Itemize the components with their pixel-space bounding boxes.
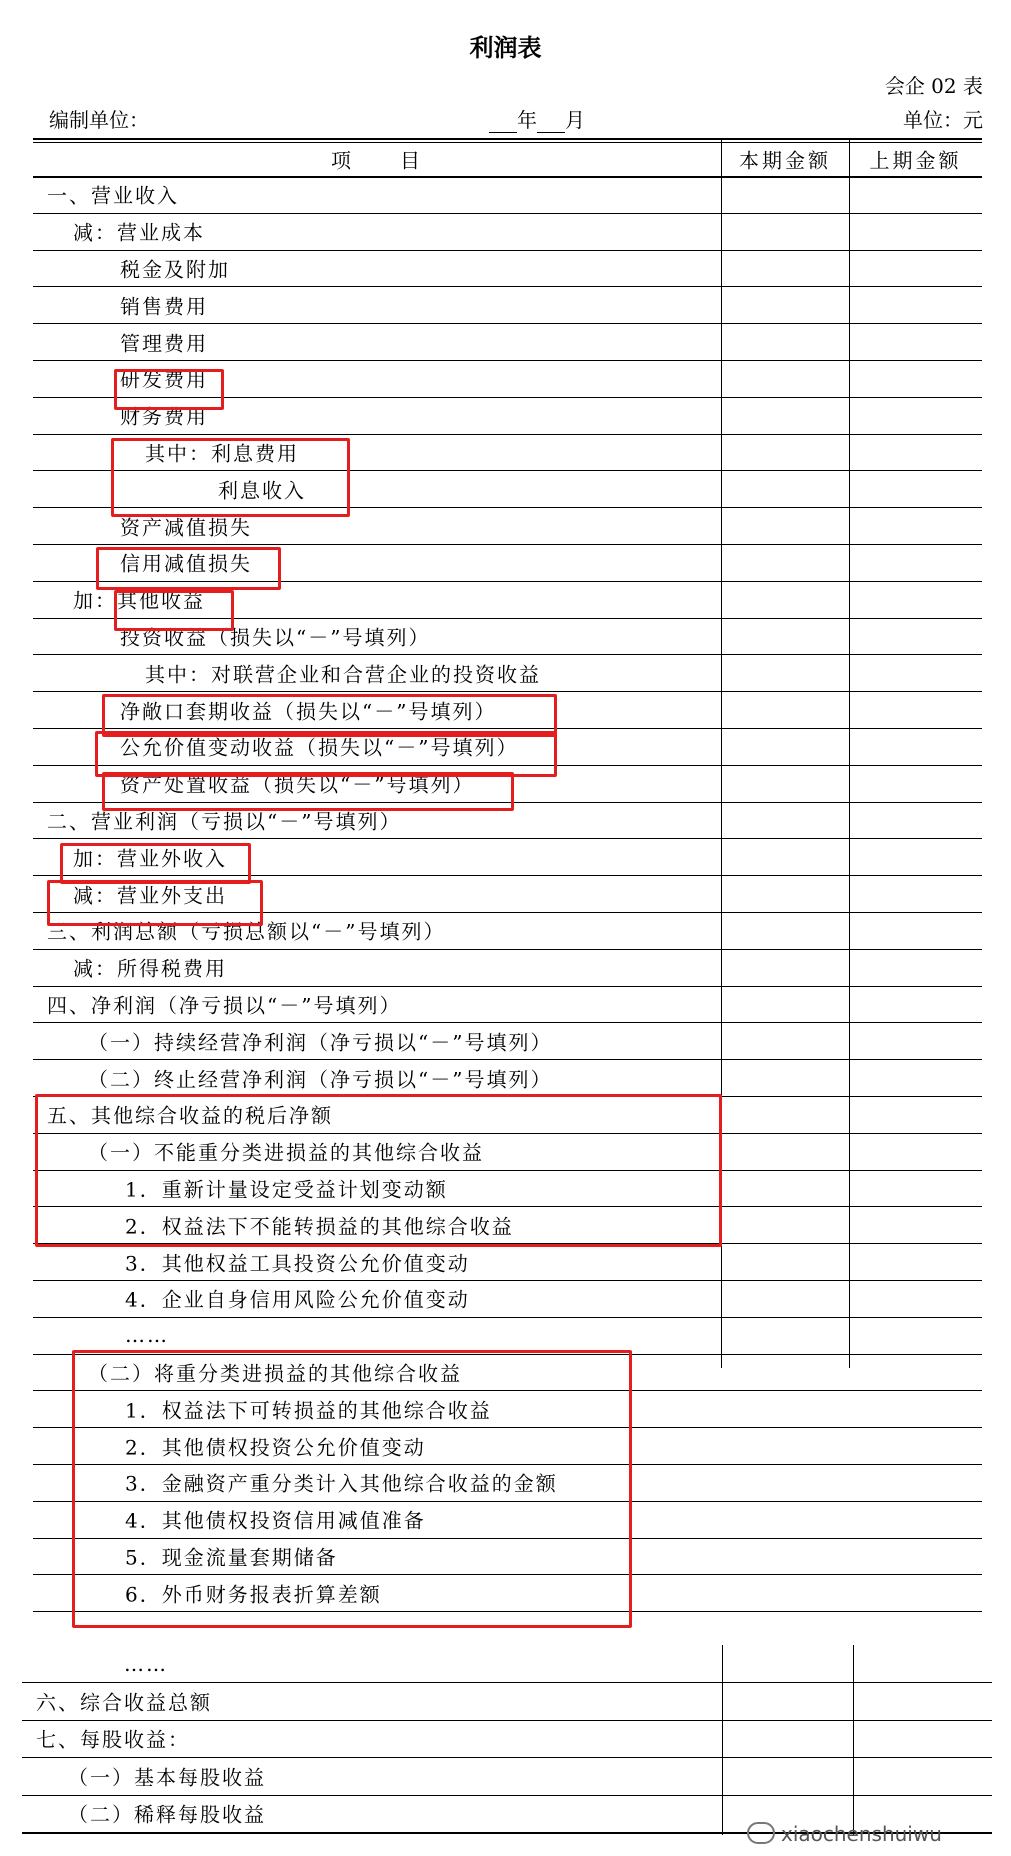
row-label: 公允价值变动收益（损失以“－”号填列） — [120, 735, 519, 760]
highlight-credit-impairment — [96, 547, 281, 590]
row-label: 减：营业外支出 — [73, 883, 227, 908]
income-statement-table-continued — [22, 1645, 992, 1835]
row-label: 资产处置收益（损失以“－”号填列） — [120, 772, 475, 797]
row-label: （一）持续经营净利润（净亏损以“－”号填列） — [88, 1030, 553, 1055]
watermark-text: xiaochenshuiwu — [781, 1822, 942, 1846]
highlight-oci-section — [35, 1094, 722, 1247]
row-label: 三、利润总额（亏损总额以“－”号填列） — [47, 919, 446, 944]
row-label: 一、营业收入 — [47, 183, 179, 208]
column-divider-2 — [849, 138, 850, 1368]
row-label: （一）基本每股收益 — [68, 1765, 266, 1790]
row-label: 2．权益法下不能转损益的其他综合收益 — [125, 1214, 514, 1239]
row-label: 信用减值损失 — [120, 551, 252, 576]
row-label: 1．权益法下可转损益的其他综合收益 — [125, 1398, 492, 1423]
table-row — [33, 949, 982, 986]
table-row — [22, 1645, 992, 1682]
row-label: 3．其他权益工具投资公允价值变动 — [125, 1251, 470, 1276]
wechat-icon — [747, 1822, 775, 1844]
page-title: 利润表 — [469, 33, 542, 62]
column-divider-3 — [722, 1645, 723, 1835]
row-label: 利息收入 — [218, 478, 306, 503]
year-label: 年 — [517, 108, 537, 132]
table-row — [33, 286, 982, 323]
row-label: 四、净利润（净亏损以“－”号填列） — [47, 993, 402, 1018]
row-label: 五、其他综合收益的税后净额 — [47, 1103, 333, 1128]
table-row — [33, 654, 982, 691]
month-label: 月 — [565, 108, 585, 132]
row-label: 1．重新计量设定受益计划变动额 — [125, 1177, 448, 1202]
row-label: 6．外币财务报表折算差额 — [125, 1582, 382, 1607]
row-label: （一）不能重分类进损益的其他综合收益 — [88, 1140, 484, 1165]
row-label: 净敞口套期收益（损失以“－”号填列） — [120, 699, 497, 724]
row-label: 其中：利息费用 — [145, 441, 299, 466]
form-number: 会企 02 表 — [884, 74, 983, 98]
table-row — [33, 213, 982, 250]
row-rule — [22, 1795, 992, 1796]
row-label: 减：营业成本 — [73, 220, 205, 245]
row-rule — [22, 1757, 992, 1758]
row-label: 4．其他债权投资信用减值准备 — [125, 1508, 426, 1533]
row-label: 财务费用 — [120, 404, 208, 429]
unit-line — [49, 104, 983, 132]
currency-unit-label: 单位：元 — [903, 108, 983, 132]
column-divider-4 — [853, 1645, 854, 1835]
row-label: 税金及附加 — [120, 257, 230, 282]
watermark — [747, 1822, 942, 1846]
compiling-unit-label: 编制单位： — [49, 108, 149, 132]
highlight-non-operating-income — [60, 843, 251, 884]
table-top-rule — [33, 138, 982, 140]
row-label: 3．金融资产重分类计入其他综合收益的金额 — [125, 1471, 558, 1496]
row-label: 加：营业外收入 — [73, 846, 227, 871]
table-row — [33, 1059, 982, 1096]
table-row — [33, 1280, 982, 1317]
highlight-other-income — [114, 590, 234, 631]
row-label: 4．企业自身信用风险公允价值变动 — [125, 1287, 470, 1312]
highlight-interest — [111, 438, 350, 517]
table-row — [33, 1022, 982, 1059]
row-label: 销售费用 — [120, 294, 208, 319]
row-label: …… — [125, 1323, 169, 1348]
highlight-fair-value-change — [95, 731, 557, 777]
date-field — [489, 104, 585, 133]
row-label: 加：其他收益 — [73, 588, 205, 613]
header-current-period: 本期金额 — [739, 148, 831, 173]
highlight-rd-expense — [114, 369, 224, 410]
row-label: 投资收益（损失以“－”号填列） — [120, 625, 431, 650]
row-label: 资产减值损失 — [120, 515, 252, 540]
month-blank — [537, 112, 565, 133]
row-label: 减：所得税费用 — [73, 956, 227, 981]
row-label: 其中：对联营企业和合营企业的投资收益 — [145, 662, 541, 687]
table-row — [33, 986, 982, 1023]
table-row — [33, 1243, 982, 1280]
row-label: 研发费用 — [120, 367, 208, 392]
highlight-asset-disposal — [102, 772, 514, 811]
header-item: 项 目 — [331, 148, 423, 173]
row-rule — [22, 1720, 992, 1721]
header-previous-period: 上期金额 — [869, 148, 962, 173]
header-row — [33, 142, 982, 176]
highlight-reclassifiable-oci — [72, 1350, 632, 1628]
row-label: 2．其他债权投资公允价值变动 — [125, 1435, 426, 1460]
row-label: 六、综合收益总额 — [36, 1690, 212, 1715]
row-label: （二）稀释每股收益 — [68, 1802, 266, 1827]
table-row — [33, 1317, 982, 1354]
row-label: 管理费用 — [120, 331, 208, 356]
table-row — [33, 323, 982, 360]
table-row — [33, 176, 982, 213]
table-row — [22, 1720, 992, 1757]
row-label: 七、每股收益： — [36, 1727, 190, 1752]
row-label: 二、营业利润（亏损以“－”号填列） — [47, 809, 402, 834]
table-row — [22, 1682, 992, 1719]
row-label: （二）将重分类进损益的其他综合收益 — [88, 1361, 462, 1386]
highlight-non-operating-expense — [47, 880, 263, 926]
row-label: 5．现金流量套期储备 — [125, 1545, 338, 1570]
year-blank — [489, 112, 517, 133]
table-row — [33, 250, 982, 287]
row-rule — [22, 1682, 992, 1683]
row-label: （二）终止经营净利润（净亏损以“－”号填列） — [88, 1067, 553, 1092]
row-label: …… — [124, 1651, 168, 1676]
table-row — [22, 1757, 992, 1794]
